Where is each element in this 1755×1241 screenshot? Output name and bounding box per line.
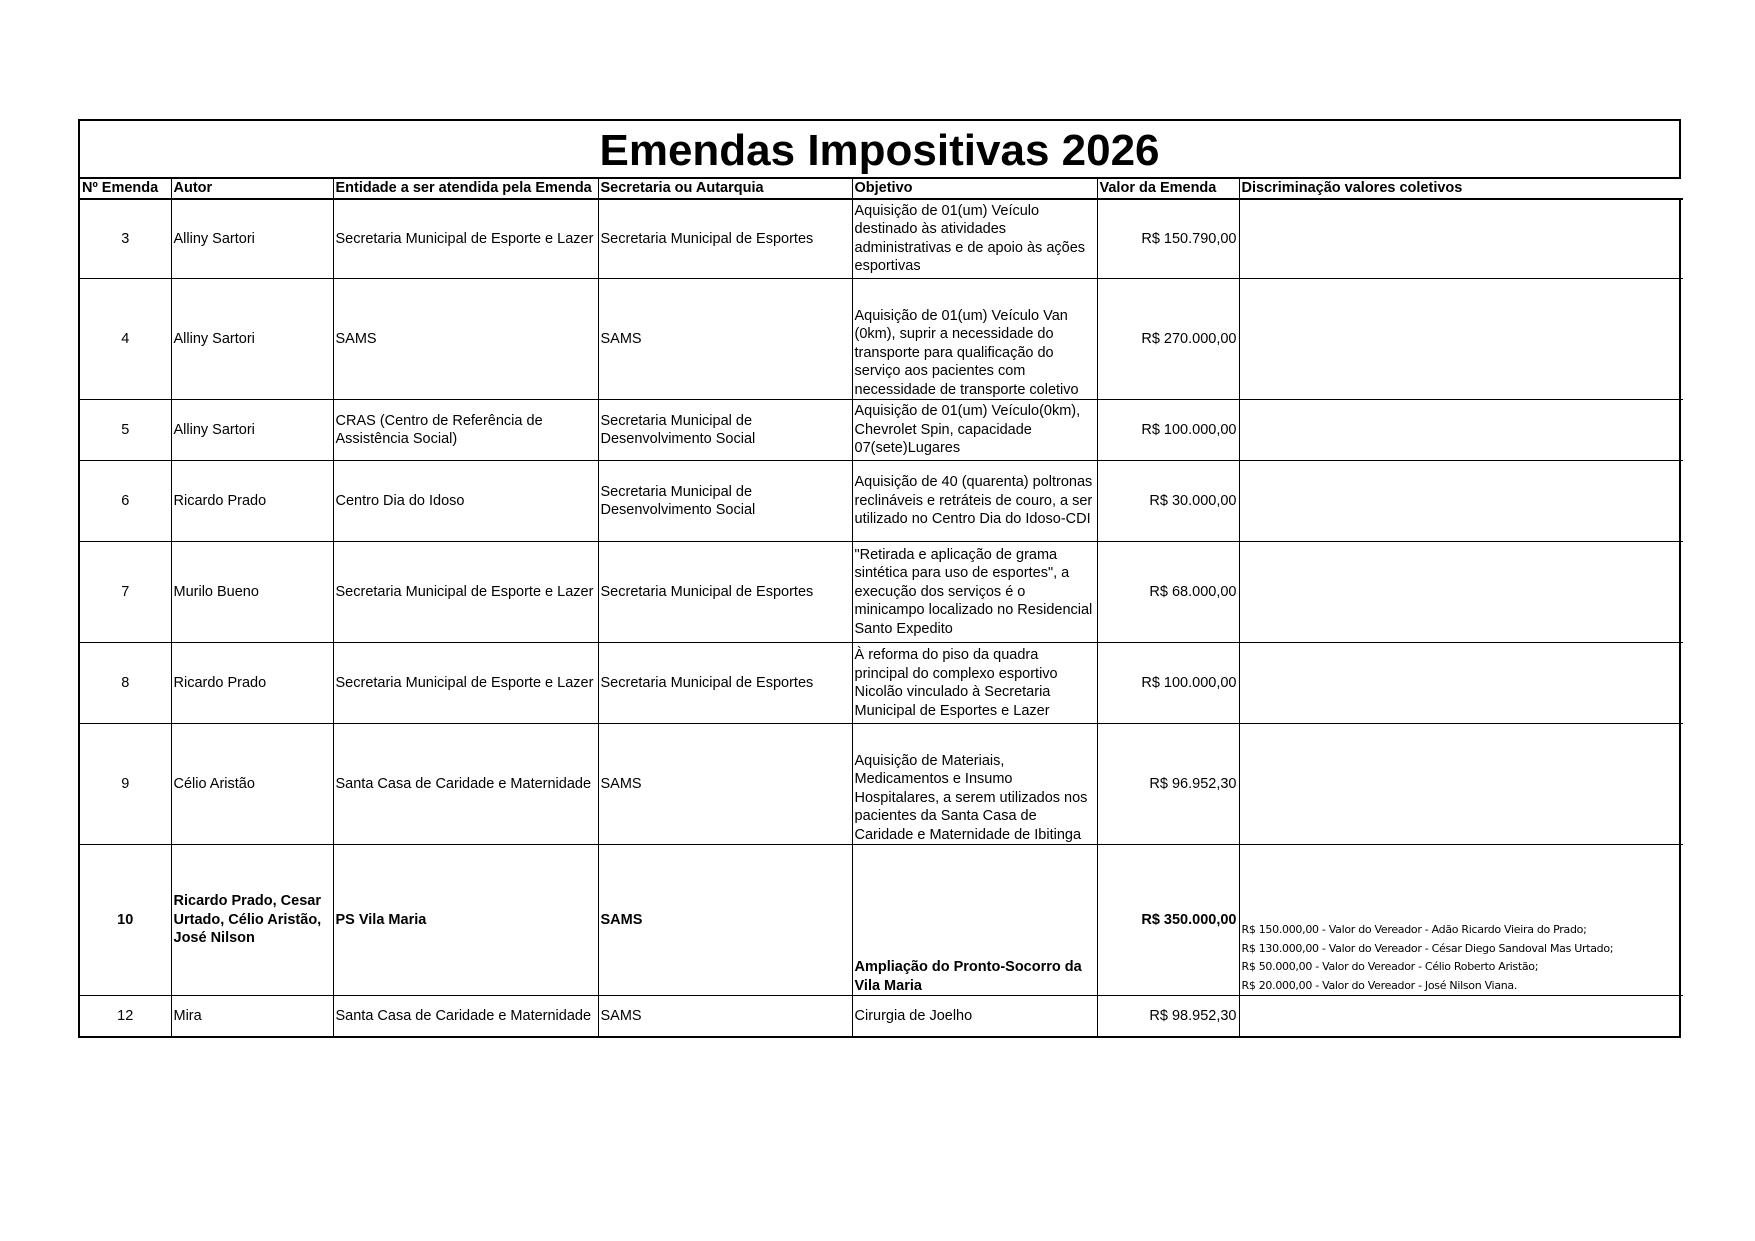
cell-discriminacao [1239,199,1683,279]
cell-secretaria: Secretaria Municipal de Esportes [598,199,852,279]
cell-secretaria: Secretaria Municipal de Esportes [598,643,852,724]
column-header-entidade: Entidade a ser atendida pela Emenda [333,179,598,199]
cell-discriminacao [1239,845,1683,996]
cell-objetivo: "Retirada e aplicação de grama sintética para uso de esportes", a execução dos serviços é o minicampo localizado no Residencial Santo Expedito [852,542,1097,643]
table-row [80,461,1683,542]
cell-secretaria: Secretaria Municipal de Desenvolvimento Social [598,461,852,542]
cell-discriminacao [1239,643,1683,724]
cell-entidade: PS Vila Maria [333,845,598,996]
table-row [80,400,1683,461]
spreadsheet [78,119,1681,1038]
cell-valor: R$ 350.000,00 [1097,845,1239,996]
cell-num: 6 [80,461,171,542]
cell-entidade: CRAS (Centro de Referência de Assistência Social) [333,400,598,461]
cell-entidade: Secretaria Municipal de Esporte e Lazer [333,199,598,279]
table-row [80,643,1683,724]
cell-valor: R$ 100.000,00 [1097,643,1239,724]
cell-autor: Murilo Bueno [171,542,333,643]
cell-num: 8 [80,643,171,724]
cell-secretaria: SAMS [598,279,852,400]
header-row [80,179,1683,199]
cell-valor: R$ 98.952,30 [1097,996,1239,1036]
cell-objetivo: Aquisição de 01(um) Veículo(0km), Chevrolet Spin, capacidade 07(sete)Lugares [852,400,1097,461]
cell-valor: R$ 30.000,00 [1097,461,1239,542]
cell-valor: R$ 68.000,00 [1097,542,1239,643]
cell-autor: Alliny Sartori [171,279,333,400]
cell-autor: Ricardo Prado, Cesar Urtado, Célio Aristão, José Nilson [171,845,333,996]
cell-autor: Ricardo Prado [171,461,333,542]
cell-objetivo: Aquisição de 40 (quarenta) poltronas reclináveis e retráteis de couro, a ser utilizado no Centro Dia do Idoso-CDI [852,461,1097,542]
cell-autor: Alliny Sartori [171,199,333,279]
column-header-secretaria: Secretaria ou Autarquia [598,179,852,199]
table-row [80,199,1683,279]
discriminacao-line: R$ 20.000,00 - Valor do Vereador - José Nilson Viana. [1241,978,1518,992]
cell-num: 9 [80,724,171,845]
cell-secretaria: SAMS [598,724,852,845]
cell-objetivo: Aquisição de 01(um) Veículo destinado às atividades administrativas e de apoio às ações esportivas [852,199,1097,279]
table-row [80,542,1683,643]
column-header-autor: Autor [171,179,333,199]
page-title: Emendas Impositivas 2026 [80,121,1679,179]
cell-objetivo: Aquisição de 01(um) Veículo Van (0km), suprir a necessidade do transporte para qualificação do serviço aos pacientes com necessidade de transporte coletivo [852,279,1097,400]
cell-num: 12 [80,996,171,1036]
cell-valor: R$ 150.790,00 [1097,199,1239,279]
table-row [80,279,1683,400]
cell-discriminacao [1239,996,1683,1036]
cell-autor: Célio Aristão [171,724,333,845]
cell-discriminacao [1239,279,1683,400]
cell-valor: R$ 270.000,00 [1097,279,1239,400]
cell-secretaria: SAMS [598,845,852,996]
cell-objetivo: Aquisição de Materiais, Medicamentos e Insumo Hospitalares, a serem utilizados nos pacientes da Santa Casa de Caridade e Maternidade de Ibitinga [852,724,1097,845]
column-header-discriminacao: Discriminação valores coletivos [1239,179,1683,199]
emendas-table [80,179,1683,1036]
table-row [80,724,1683,845]
cell-entidade: Secretaria Municipal de Esporte e Lazer [333,643,598,724]
cell-entidade: Secretaria Municipal de Esporte e Lazer [333,542,598,643]
column-header-objetivo: Objetivo [852,179,1097,199]
cell-secretaria: Secretaria Municipal de Desenvolvimento Social [598,400,852,461]
discriminacao-line: R$ 150.000,00 - Valor do Vereador - Adão Ricardo Vieira do Prado; [1241,923,1587,936]
discriminacao-line: R$ 130.000,00 - Valor do Vereador - César Diego Sandoval Mas Urtado; [1241,941,1614,955]
cell-objetivo: Ampliação do Pronto-Socorro da Vila Maria [852,845,1097,996]
cell-num: 3 [80,199,171,279]
cell-num: 4 [80,279,171,400]
cell-autor: Alliny Sartori [171,400,333,461]
cell-objetivo: À reforma do piso da quadra principal do complexo esportivo Nicolão vinculado à Secretaria Municipal de Esportes e Lazer [852,643,1097,724]
cell-entidade: Santa Casa de Caridade e Maternidade [333,724,598,845]
cell-valor: R$ 96.952,30 [1097,724,1239,845]
cell-num: 10 [80,845,171,996]
cell-entidade: Santa Casa de Caridade e Maternidade [333,996,598,1036]
cell-valor: R$ 100.000,00 [1097,400,1239,461]
table-row [80,996,1683,1036]
column-header-valor: Valor da Emenda [1097,179,1239,199]
table-row [80,845,1683,996]
cell-discriminacao [1239,400,1683,461]
cell-secretaria: SAMS [598,996,852,1036]
cell-objetivo: Cirurgia de Joelho [852,996,1097,1036]
column-header-num: Nº Emenda [80,179,171,199]
cell-discriminacao [1239,542,1683,643]
cell-num: 5 [80,400,171,461]
cell-discriminacao [1239,461,1683,542]
cell-discriminacao [1239,724,1683,845]
cell-num: 7 [80,542,171,643]
cell-autor: Ricardo Prado [171,643,333,724]
cell-secretaria: Secretaria Municipal de Esportes [598,542,852,643]
cell-entidade: SAMS [333,279,598,400]
cell-entidade: Centro Dia do Idoso [333,461,598,542]
cell-autor: Mira [171,996,333,1036]
discriminacao-line: R$ 50.000,00 - Valor do Vereador - Célio Roberto Aristão; [1241,960,1539,973]
